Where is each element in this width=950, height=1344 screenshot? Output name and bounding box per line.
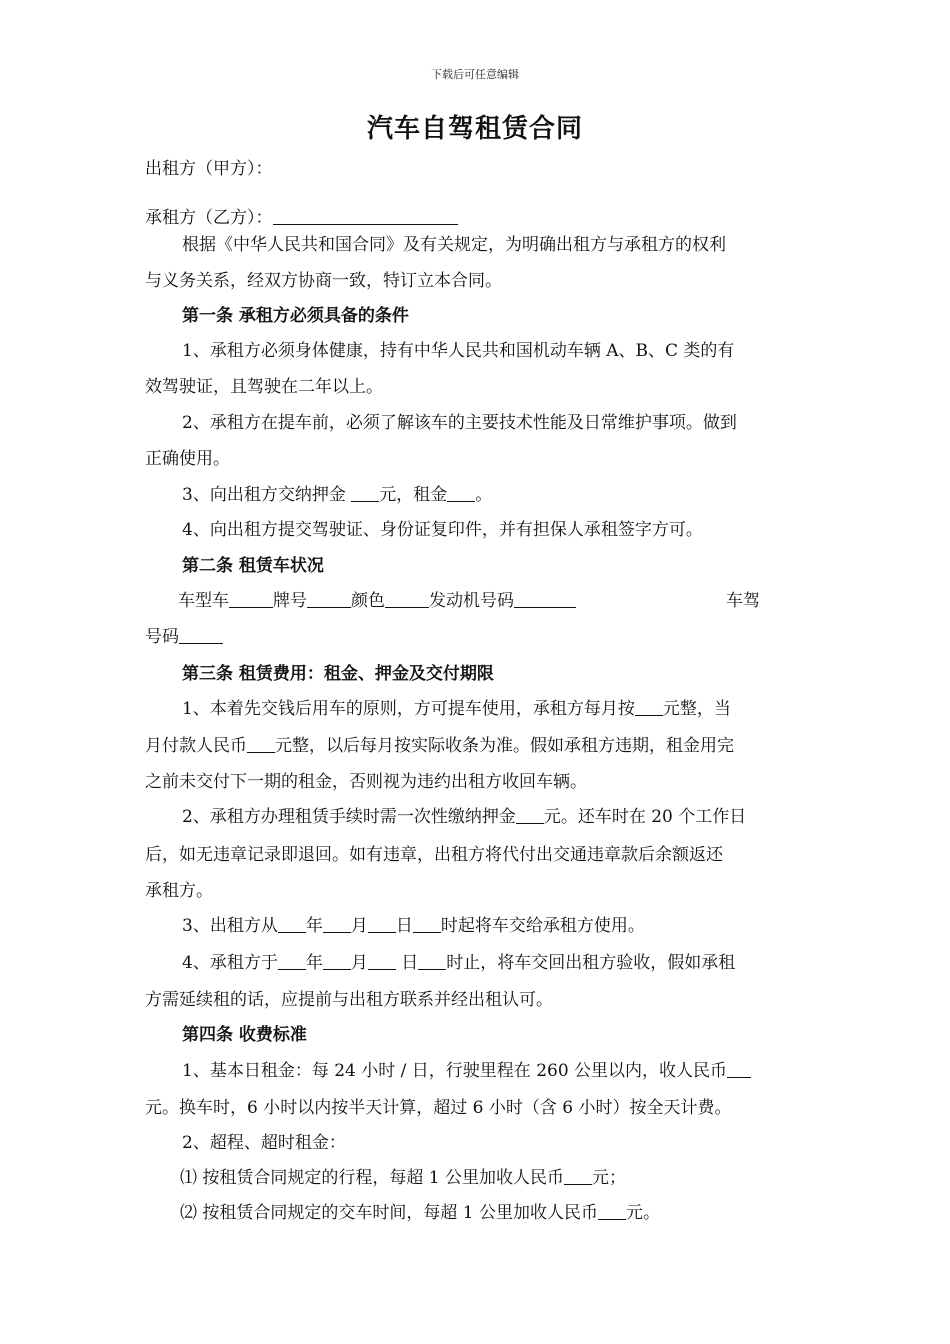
art1-p1-line2: 效驾驶证，且驾驶在二年以上。 [145,377,383,397]
text: 元整，以后每月按实际收条为准。假如承租方违期，租金用完 [275,736,734,756]
art3-p4-line2: 方需延续租的话，应提前与出租方联系并经出租认可。 [145,990,553,1010]
end-day-blank[interactable] [368,952,396,970]
driver-number-blank[interactable] [179,626,223,644]
color-label: 颜色 [351,591,385,611]
text: 元； [592,1168,627,1188]
lessor-line [145,154,810,179]
text: 年 [305,916,323,936]
plate-label: 牌号 [273,591,307,611]
art1-p4: 4、向出租方提交驾驶证、身份证复印件，并有担保人承租签字方可。 [182,520,703,540]
art3-p1-line3: 之前未交付下一期的租金，否则视为违约出租方收回车辆。 [145,772,587,792]
text: 月 [350,953,368,973]
art3-p1-line2 [145,731,810,756]
text: 1、基本日租金：每 24 小时 / 日，行驶里程在 260 公里以内，收人民币 [182,1061,728,1081]
header-note: 下载后可任意编辑 [431,68,519,81]
text: 元整，当 [662,699,731,719]
start-year-blank[interactable] [278,915,306,933]
engine-label: 发动机号码 [429,591,514,611]
driver-label: 车驾 [726,591,760,611]
text: 元。 [626,1203,661,1223]
art1-p1-line1: 1、承租方必须身体健康，持有中华人民共和国机动车辆 A、B、C 类的有 [182,341,735,361]
start-hour-blank[interactable] [413,915,441,933]
text: 日 [395,953,419,973]
article-2-heading: 第二条 租赁车状况 [182,556,324,576]
end-hour-blank[interactable] [418,952,446,970]
lessor-label: 出租方（甲方）： [145,159,273,179]
art1-p3-text: 。 [475,485,493,505]
art4-p2: 2、超程、超时租金： [182,1133,346,1153]
art1-p3-text: 元，租金 [379,485,448,505]
text: ⑴ 按租赁合同规定的行程，每超 1 公里加收人民币 [180,1168,565,1188]
article-4-heading: 第四条 收费标准 [182,1025,307,1045]
car-model-blank[interactable] [229,590,273,608]
art1-p3-text: 3、向出租方交纳押金 [182,485,352,505]
car-model-label: 车型车 [178,591,229,611]
intro-line-1: 根据《中华人民共和国合同》及有关规定，为明确出租方与承租方的权利 [182,235,726,255]
art1-p2-line1: 2、承租方在提车前，必须了解该车的主要技术性能及日常维护事项。做到 [182,413,737,433]
end-month-blank[interactable] [323,952,351,970]
start-month-blank[interactable] [323,915,351,933]
color-blank[interactable] [385,590,429,608]
art3-p2-line2: 后，如无违章记录即退回。如有违章，出租方将代付出交通违章款后余额返还 [145,845,723,865]
article-3-heading: 第三条 租赁费用：租金、押金及交付期限 [182,664,494,684]
monthly-blank[interactable] [635,698,663,716]
article-1-heading: 第一条 承租方必须具备的条件 [182,306,409,326]
text: 时起将车交给承租方使用。 [440,916,645,936]
art3-p1-line1 [182,694,810,719]
text: 4、承租方于 [182,953,278,973]
text: 1、本着先交钱后用车的原则，方可提车使用，承租方每月按 [182,699,635,719]
payment-blank[interactable] [247,735,275,753]
start-day-blank[interactable] [368,915,396,933]
text: 月付款人民币 [145,736,247,756]
rent-blank[interactable] [447,484,475,502]
deposit-once-blank[interactable] [516,806,544,824]
engine-blank[interactable] [514,590,576,608]
art4-p3 [180,1163,808,1188]
text: 3、出租方从 [182,916,278,936]
lessee-line [145,203,810,228]
art1-p3 [182,480,810,505]
page-title: 汽车自驾租赁合同 [366,114,583,144]
over-time-blank[interactable] [598,1202,626,1220]
art1-p2-line2: 正确使用。 [145,449,230,469]
over-mileage-blank[interactable] [564,1167,592,1185]
text: 2、承租方办理租赁手续时需一次性缴纳押金 [182,807,516,827]
text: ⑵ 按租赁合同规定的交车时间，每超 1 公里加收人民币 [180,1203,599,1223]
text: 月 [350,916,368,936]
art3-p2-line3: 承租方。 [145,881,213,901]
daily-rent-blank[interactable] [727,1060,751,1078]
plate-blank[interactable] [307,590,351,608]
art2-car-line [178,586,810,611]
text: 年 [305,953,323,973]
lessee-blank[interactable] [273,207,458,225]
text: 日 [395,916,413,936]
deposit-blank[interactable] [351,484,379,502]
art3-p2-line1 [182,802,810,827]
end-year-blank[interactable] [278,952,306,970]
art4-p1-line2: 元。换车时，6 小时以内按半天计算，超过 6 小时（含 6 小时）按全天计费。 [145,1098,732,1118]
driver-number-label: 号码 [145,627,179,647]
art4-p4 [180,1198,808,1223]
lessee-label: 承租方（乙方）： [145,208,273,228]
text: 时止，将车交回出租方验收，假如承租 [446,953,736,973]
intro-line-2: 与义务关系，经双方协商一致，特订立本合同。 [145,271,502,291]
art3-p3 [182,911,810,936]
art2-driver-line [145,622,810,647]
text: 元。还车时在 20 个工作日 [543,807,747,827]
art4-p1-line1 [182,1056,810,1081]
art3-p4-line1 [182,948,810,973]
